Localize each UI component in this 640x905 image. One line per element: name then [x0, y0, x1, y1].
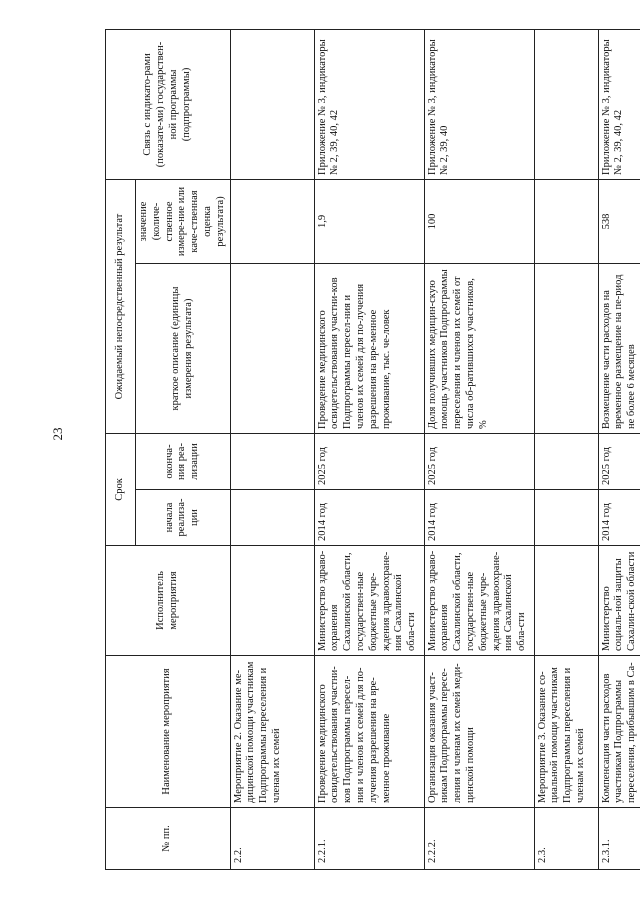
row-link: Приложение № 3, индикаторы № 2, 39, 40	[424, 29, 534, 179]
row-name: Организация оказания участ-никам Подпрограммы пересе-ления и членам их семей меди-цинской помощи	[424, 656, 534, 808]
row-end: 2025 год	[598, 433, 640, 489]
row-value	[534, 179, 598, 263]
row-link: Приложение № 3, индикаторы № 2, 39, 40, 42	[314, 29, 424, 179]
activities-table	[105, 29, 640, 870]
page-number: 23	[50, 427, 65, 441]
row-link	[534, 29, 598, 179]
header-link: Связь с индикато-рами (показате-ми) государствен-ной программы (подпрограммы)	[106, 29, 231, 179]
row-start: 2014 год	[314, 490, 424, 546]
row-value: 538	[598, 179, 640, 263]
row-desc	[534, 263, 598, 433]
header-no: № пп.	[106, 808, 231, 870]
row-start	[534, 490, 598, 546]
row-no: 2.2.1.	[314, 808, 424, 870]
row-end: 2025 год	[424, 433, 534, 489]
header-term: Срок	[106, 433, 136, 545]
rotated-table-container	[105, 30, 638, 870]
table-row	[534, 29, 598, 869]
row-start	[230, 490, 314, 546]
row-link	[230, 29, 314, 179]
row-no: 2.2.	[230, 808, 314, 870]
header-executor: Исполнитель мероприятия	[106, 546, 231, 656]
row-end: 2025 год	[314, 433, 424, 489]
header-term-start: начала реализа-ции	[136, 490, 231, 546]
row-executor	[230, 546, 314, 656]
row-value: 100	[424, 179, 534, 263]
row-no: 2.2.2.	[424, 808, 534, 870]
row-desc: Проведение медицинского освидетельствования участни-ков Подпрограммы пересел-ния и членов их семей для по-лучения разрешения на вре-менное проживание, тыс. че-ловек	[314, 263, 424, 433]
row-value: 1,9	[314, 179, 424, 263]
row-link: Приложение № 3, индикаторы № 2, 39, 40, 42	[598, 29, 640, 179]
row-value	[230, 179, 314, 263]
header-result-desc: краткое описание (единицы измерения результата)	[136, 263, 231, 433]
row-desc: Возмещение части расходов на временное размещение на пе-риод не более 6 месяцев	[598, 263, 640, 433]
table-row	[314, 29, 424, 869]
row-name: Мероприятие 3. Оказание со-циальной помощи участникам Подпрограммы переселения и членам их семей	[534, 656, 598, 808]
row-name: Мероприятие 2. Оказание ме-дицинской помощи участникам Подпрограммы переселения и членам их семей	[230, 656, 314, 808]
row-desc	[230, 263, 314, 433]
row-start: 2014 год	[598, 490, 640, 546]
table-row	[424, 29, 534, 869]
row-desc: Доля получивших медицин-скую помощь участников Подпрограммы переселения и членов их семей от числа об-ратившихся участников, %	[424, 263, 534, 433]
row-executor: Министерство здраво-охранения Сахалинской области, государствен-ные бюджетные учре-ждения здравоохране-ния Сахалинской обла-сти	[314, 546, 424, 656]
header-result-value: значение (количе-ственное измере-ние или каче-ственная оценка результата)	[136, 179, 231, 263]
row-end	[534, 433, 598, 489]
row-no: 2.3.	[534, 808, 598, 870]
row-no: 2.3.1.	[598, 808, 640, 870]
header-name: Наименование мероприятия	[106, 656, 231, 808]
header-term-end: оконча-ния реа-лизации	[136, 433, 231, 489]
row-start: 2014 год	[424, 490, 534, 546]
table-row	[230, 29, 314, 869]
row-end	[230, 433, 314, 489]
table-row	[598, 29, 640, 869]
row-name: Проведение медицинского освидетельствования участни-ков Подпрограммы пересел-ния и членов их семей для по-лучения разрешения на вре-менное проживание	[314, 656, 424, 808]
row-executor: Министерство здраво-охранения Сахалинской области, государствен-ные бюджетные учре-ждения здравоохране-ния Сахалинской обла-сти	[424, 546, 534, 656]
header-result: Ожидаемый непосредственный результат	[106, 179, 136, 433]
row-name: Компенсация части расходов участникам Подпрограммы переселения, прибывшим в Са-	[598, 656, 640, 808]
row-executor	[534, 546, 598, 656]
row-executor: Министерство социаль-ной защиты Сахалин-ской области	[598, 546, 640, 656]
